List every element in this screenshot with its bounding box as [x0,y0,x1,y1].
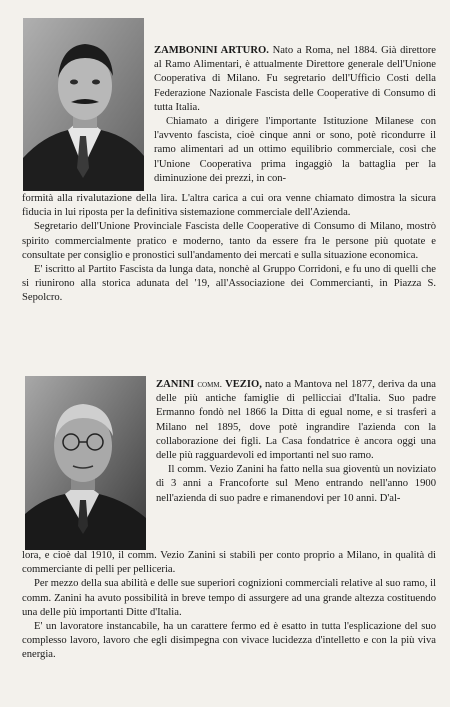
bio-zanini-p4: E' un lavoratore instancabile, ha un carattere fermo ed è esatto in tutta l'esplicazione del suo complesso lavoro, lavoro che egli disimpegna con vivace lucidezza d'intelletto e con la più viva energia. [22,621,436,661]
bio-zambonini-header-column [154,44,436,186]
name-zanini-firstname: VEZIO, [225,379,262,390]
bio-zanini-p2-tail: lora, e cioè dal 1910, il comm. Vezio Zanini si stabilì per conto proprio a Milano, in qualità di commerciante di pelli per pelliceria. [22,550,436,576]
bio-zambonini-p2-head: Chiamato a dirigere l'importante Istituzione Milanese con l'avvento fascista, cioè cinque anni or sono, potè ricondurre il ramo alimentari ad un ottimo equilibrio commerciale, così che l'Unione Cooperativa prima ingaggiò la battaglia per la diminuzione dei prezzi, in con- [154,116,436,184]
bio-zanini-intro: ZANINI comm. VEZIO, nato a Mantova nel 1877, deriva da una delle più antiche famiglie di pellicciai d'Italia. Suo padre Ermanno fondò nel 1866 la Ditta di egual nome, e si trasferì a Milano nel 1895, dove potè ingrandire l'azienda con la collaborazione dei figli. La Casa fondatrice è ancora oggi una delle più ragguardevoli ed importanti nel suo ramo. [156,379,436,462]
name-zambonini: ZAMBONINI ARTURO. [154,45,269,56]
portrait-zambonini-photo [23,18,144,191]
bio-zambonini-p3: Segretario dell'Unione Provinciale Fascista delle Cooperative di Consumo di Milano, mostrò spirito commercialmente pratico e moderno, tanto da essere fra le persone più quotate e consultate per consiglio e pronostici sull'andamento dei mercati e sulla situazione economica. [22,221,436,261]
bio-zambonini-intro: ZAMBONINI ARTURO. Nato a Roma, nel 1884. Già direttore al Ramo Alimentari, è attualmente Direttore generale dell'Unione Cooperativa di Milano. Fu segretario dell'Ufficio Costi della Federazione Nazionale Fascista delle Cooperative di Consumo di tutta Italia. [154,45,436,113]
bio-zambonini-p4: E' iscritto al Partito Fascista da lunga data, nonchè al Gruppo Corridoni, e fu uno di quelli che si riunirono alla storica adunata del '19, all'Associazione dei Commercianti, in Piazza S. Sepolcro. [22,264,436,304]
bio-zambonini-p2-tail: formità alla rivalutazione della lira. L'altra carica a cui ora venne chiamato dimostra la sicura fiducia in lui riposta per la definitiva sistemazione commerciale dell'Azienda. [22,193,436,219]
bio-zanini-p3: Per mezzo della sua abilità e delle sue superiori cognizioni commerciali relative al suo ramo, il comm. Zanini ha avuto possibilità in breve tempo di assurgere ad una grande altezza costituendo una delle più importanti Ditte d'Italia. [22,578,436,618]
name-zanini-surname: ZANINI [156,379,195,390]
bio-zambonini-body [22,192,436,306]
portrait-zanini-photo [25,376,146,550]
bio-zanini-header-column [156,378,436,506]
bio-zanini-p2-head: Il comm. Vezio Zanini ha fatto nella sua gioventù un noviziato di 3 anni a Francoforte sul Meno entrando nell'anno 1900 nell'azienda di suo padre e rimanendovi per 10 anni. D'al- [156,464,436,504]
bio-zanini-body [22,549,436,663]
name-zanini-title: comm. [197,380,222,390]
